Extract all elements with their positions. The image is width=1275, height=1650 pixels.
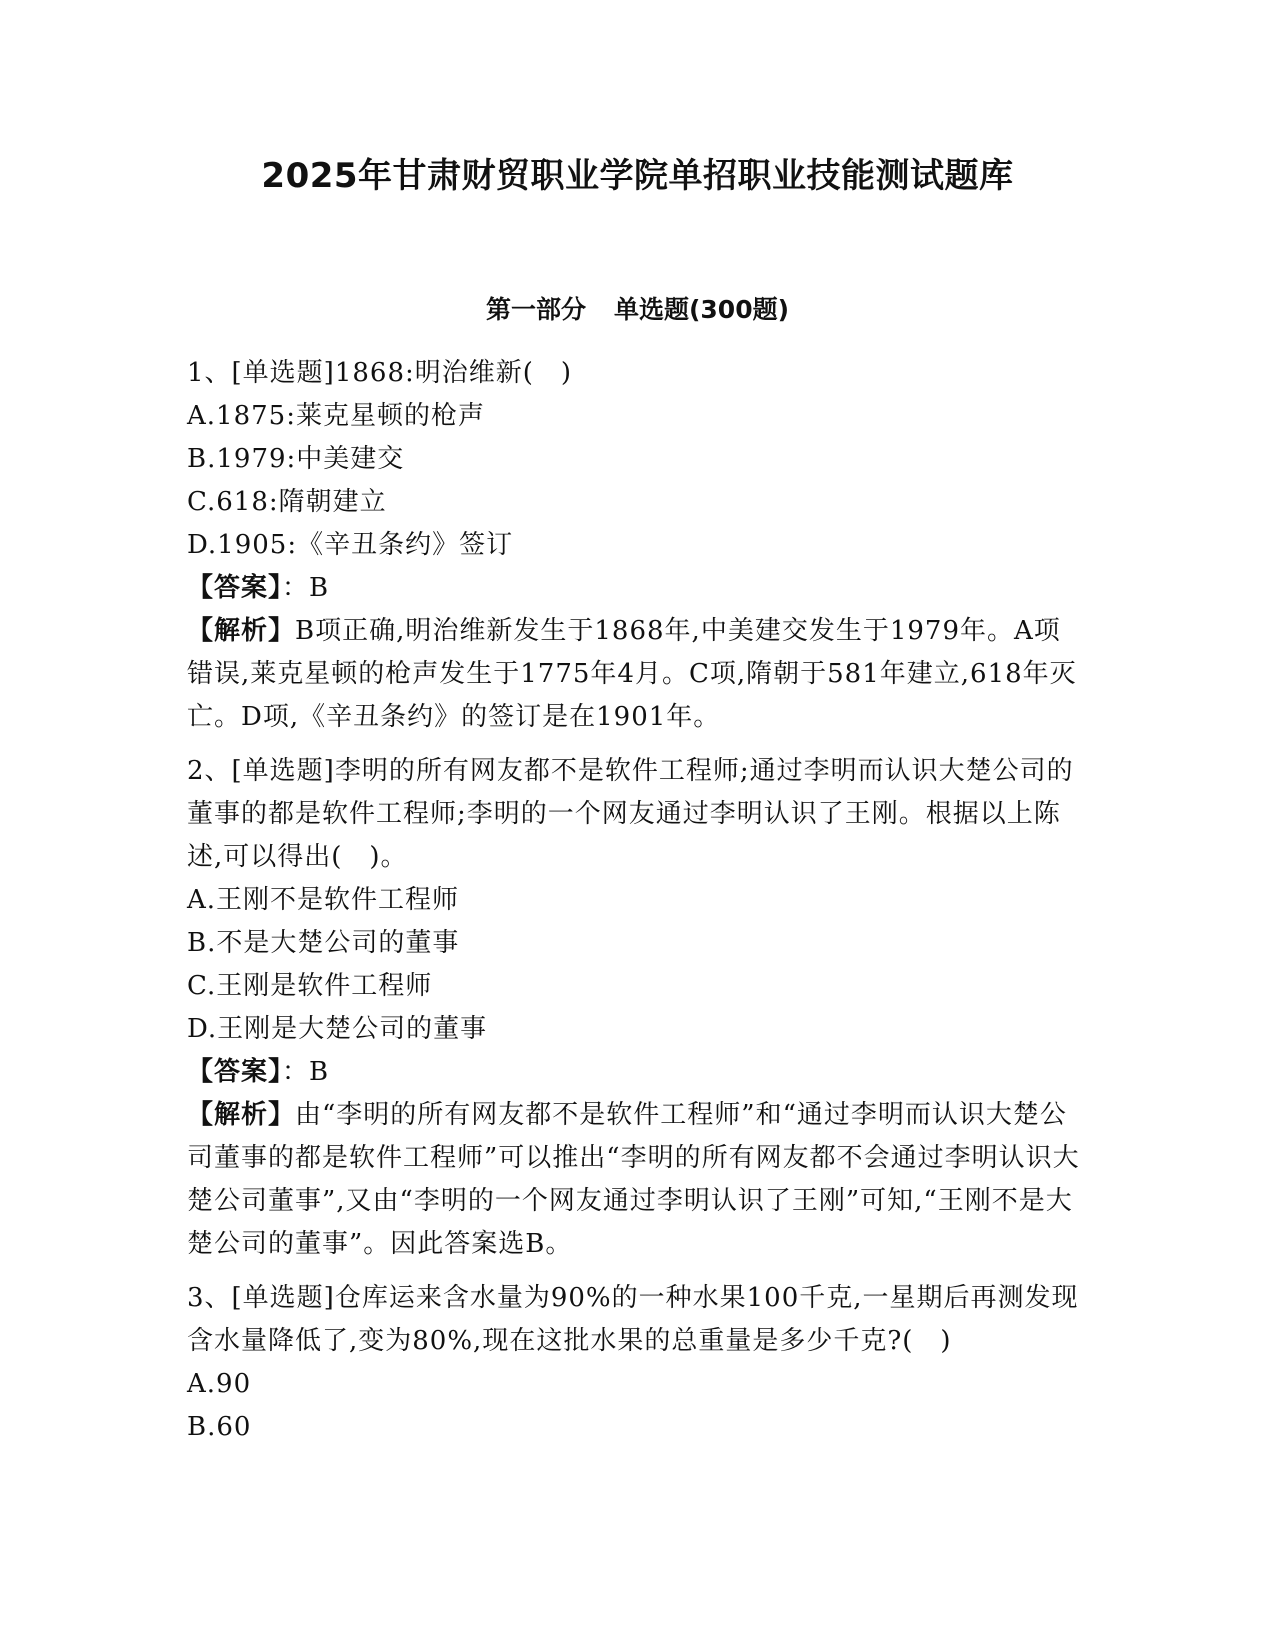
question-option: A.王刚不是软件工程师 xyxy=(187,885,460,915)
question-option: B.不是大楚公司的董事 xyxy=(187,928,460,958)
answer-line xyxy=(187,1051,1087,1094)
answer-label: 【答案】 xyxy=(187,573,283,603)
question-option: B.60 xyxy=(187,1412,252,1442)
question-item xyxy=(187,750,1087,1266)
question-option: B.1979:中美建交 xyxy=(187,444,405,474)
question-stem: 2、[单选题]李明的所有网友都不是软件工程师;通过李明而认识大楚公司的董事的都是软件工程师;李明的一个网友通过李明认识了王刚。根据以上陈述,可以得出( )。 xyxy=(187,756,1074,872)
question-item xyxy=(187,352,1087,739)
question-option: C.王刚是软件工程师 xyxy=(187,971,433,1001)
answer-value: B xyxy=(309,1057,330,1087)
question-option: A.90 xyxy=(187,1369,252,1399)
question-list xyxy=(187,352,1087,1460)
answer-line xyxy=(187,567,1087,610)
question-stem: 3、[单选题]仓库运来含水量为90%的一种水果100千克,一星期后再测发现含水量降低了,变为80%,现在这批水果的总重量是多少千克?( ) xyxy=(187,1283,1079,1356)
answer-value: B xyxy=(309,573,330,603)
question-option: A.1875:莱克星顿的枪声 xyxy=(187,401,485,431)
analysis-label: 【解析】 xyxy=(187,616,296,646)
answer-separator: ： xyxy=(282,1057,310,1087)
analysis-paragraph xyxy=(187,1094,1087,1266)
analysis-text: 由“李明的所有网友都不是软件工程师”和“通过李明而认识大楚公司董事的都是软件工程师”可以推出“李明的所有网友都不会通过李明认识大楚公司董事”,又由“李明的一个网友通过李明认识了王刚”可知,“王刚不是大楚公司的董事”。因此答案选B。 xyxy=(187,1100,1080,1259)
question-stem: 1、[单选题]1868:明治维新( ) xyxy=(187,358,573,388)
question-option: D.1905:《辛丑条约》签订 xyxy=(187,530,514,560)
analysis-paragraph xyxy=(187,610,1087,739)
analysis-label: 【解析】 xyxy=(187,1100,296,1130)
section-heading xyxy=(0,290,1275,326)
answer-separator: ： xyxy=(282,573,310,603)
question-option: D.王刚是大楚公司的董事 xyxy=(187,1014,488,1044)
question-option: C.618:隋朝建立 xyxy=(187,487,387,517)
analysis-text: B项正确,明治维新发生于1868年,中美建交发生于1979年。A项错误,莱克星顿的枪声发生于1775年4月。C项,隋朝于581年建立,618年灭亡。D项,《辛丑条约》的签订是在1901年。 xyxy=(187,616,1077,732)
section-part: 第一部分 xyxy=(485,295,586,324)
section-name: 单选题(300题) xyxy=(613,295,790,324)
answer-label: 【答案】 xyxy=(187,1057,283,1087)
question-item xyxy=(187,1277,1087,1449)
document-title: 2025年甘肃财贸职业学院单招职业技能测试题库 xyxy=(261,156,1014,196)
